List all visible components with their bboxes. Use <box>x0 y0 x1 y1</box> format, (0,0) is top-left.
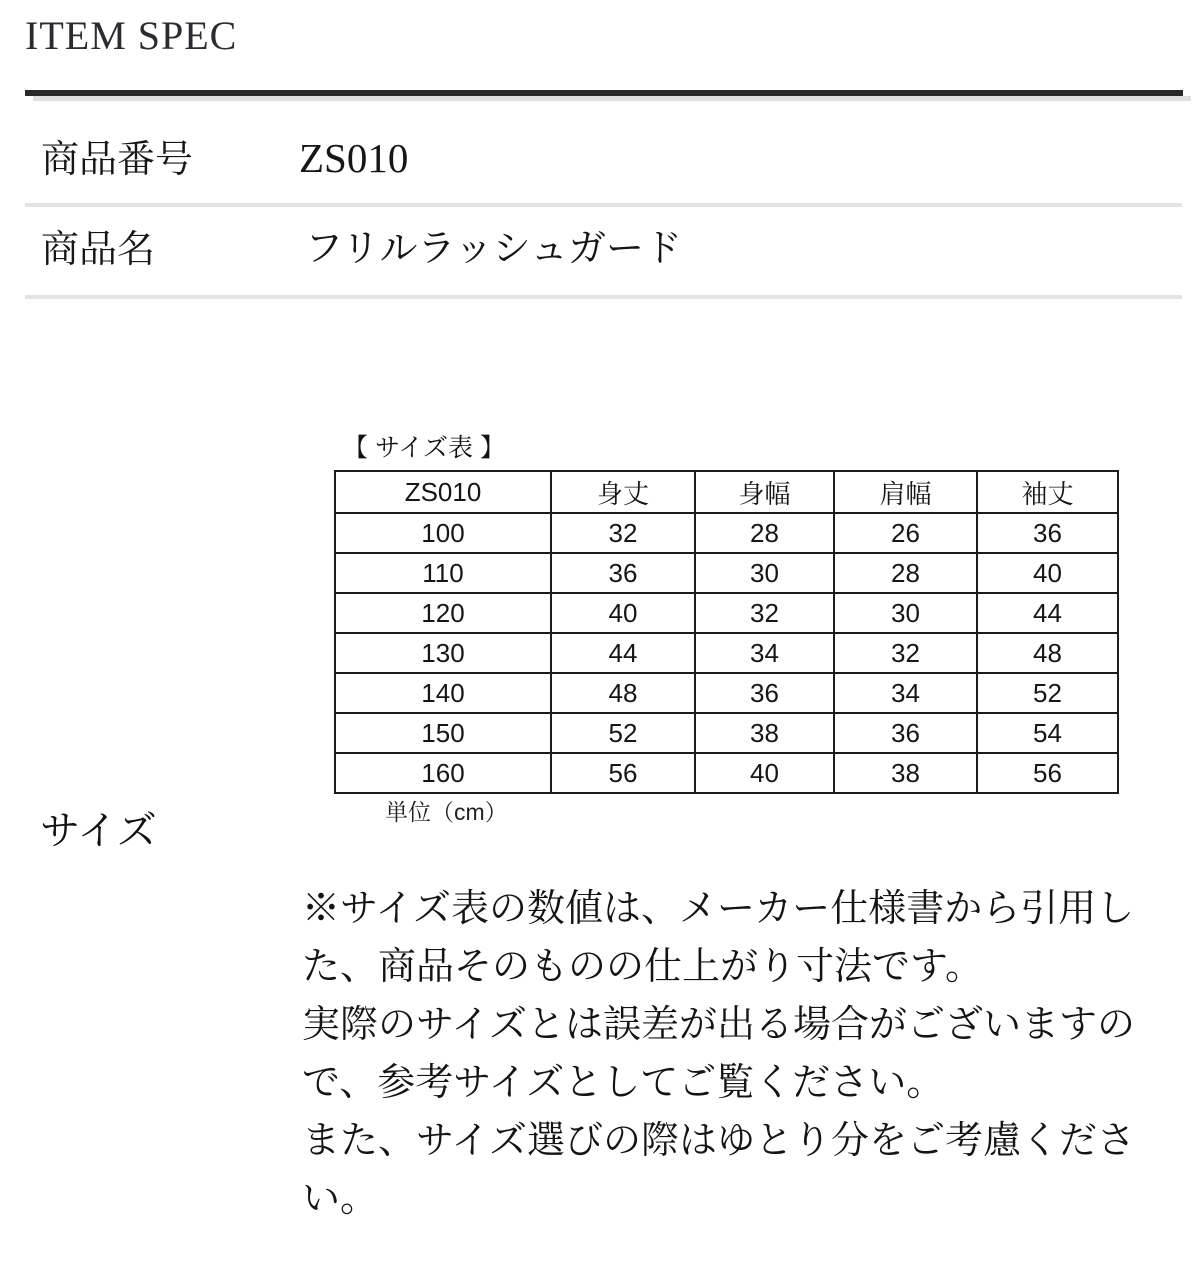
size-table-cell: 38 <box>834 753 977 793</box>
size-table-cell: 44 <box>551 633 695 673</box>
note-line: た、商品そのものの仕上がり寸法です。 <box>302 946 983 988</box>
size-table-cell: 28 <box>695 513 834 553</box>
note-line: 実際のサイズとは誤差が出る場合がございますの <box>302 1004 1135 1046</box>
size-table-cell: 36 <box>977 513 1118 553</box>
row-divider <box>25 203 1182 207</box>
size-table-cell: 28 <box>834 553 977 593</box>
size-table-row <box>335 673 1118 713</box>
size-table-cell: 140 <box>335 673 551 713</box>
size-table-cell: 56 <box>977 753 1118 793</box>
size-table-cell: 40 <box>695 753 834 793</box>
size-table-cell: 32 <box>834 633 977 673</box>
size-table-cell: 30 <box>695 553 834 593</box>
size-table-row <box>335 553 1118 593</box>
size-table-cell: 30 <box>834 593 977 633</box>
note-line: で、参考サイズとしてご覧ください。 <box>302 1062 945 1104</box>
size-table-cell: 36 <box>834 713 977 753</box>
size-table-row <box>335 713 1118 753</box>
size-table-cell: 48 <box>551 673 695 713</box>
size-table-cell: 32 <box>695 593 834 633</box>
size-table-cell: 34 <box>834 673 977 713</box>
size-table-cell: 54 <box>977 713 1118 753</box>
size-table-title: 【 サイズ表 】 <box>343 434 505 462</box>
title-rule <box>25 90 1183 96</box>
size-table-cell: 36 <box>551 553 695 593</box>
product-name-label: 商品名 <box>41 229 156 271</box>
unit-label: 単位（cm） <box>385 799 508 825</box>
size-table-cell: 52 <box>551 713 695 753</box>
size-table-cell: 40 <box>551 593 695 633</box>
size-table-cell: 52 <box>977 673 1118 713</box>
size-table-row <box>335 753 1118 793</box>
product-number-label: 商品番号 <box>41 139 194 181</box>
note-line: また、サイズ選びの際はゆとり分をご考慮くださ <box>302 1120 1135 1162</box>
size-table-cell: 110 <box>335 553 551 593</box>
size-table-header-cell: 身丈 <box>551 471 695 513</box>
size-table-cell: 130 <box>335 633 551 673</box>
size-table-cell: 120 <box>335 593 551 633</box>
note-line: い。 <box>302 1178 379 1220</box>
size-table-cell: 36 <box>695 673 834 713</box>
size-table-cell: 48 <box>977 633 1118 673</box>
size-table-header-cell: 肩幅 <box>834 471 977 513</box>
row-divider <box>25 295 1182 299</box>
size-table-cell: 40 <box>977 553 1118 593</box>
size-section-label: サイズ <box>40 808 157 853</box>
size-table-row <box>335 513 1118 553</box>
size-table-cell: 38 <box>695 713 834 753</box>
size-table-cell: 150 <box>335 713 551 753</box>
size-table-header-cell: 身幅 <box>695 471 834 513</box>
size-table-header-row <box>335 471 1118 513</box>
size-table-cell: 34 <box>695 633 834 673</box>
size-table-header-cell: ZS010 <box>335 471 551 513</box>
page-title: ITEM SPEC <box>25 13 238 58</box>
product-number-value: ZS010 <box>299 135 409 181</box>
size-notes <box>302 880 1152 1228</box>
size-table-cell: 26 <box>834 513 977 553</box>
size-table-cell: 160 <box>335 753 551 793</box>
note-line: ※サイズ表の数値は、メーカー仕様書から引用し <box>302 888 1135 930</box>
title-rule-shadow <box>33 96 1191 101</box>
size-table-row <box>335 593 1118 633</box>
size-table-cell: 44 <box>977 593 1118 633</box>
size-table-header-cell: 袖丈 <box>977 471 1118 513</box>
product-name-value: フリルラッシュガード <box>305 228 682 270</box>
size-table-row <box>335 633 1118 673</box>
size-table-cell: 32 <box>551 513 695 553</box>
size-table-cell: 100 <box>335 513 551 553</box>
size-table-cell: 56 <box>551 753 695 793</box>
size-table <box>334 470 1119 794</box>
